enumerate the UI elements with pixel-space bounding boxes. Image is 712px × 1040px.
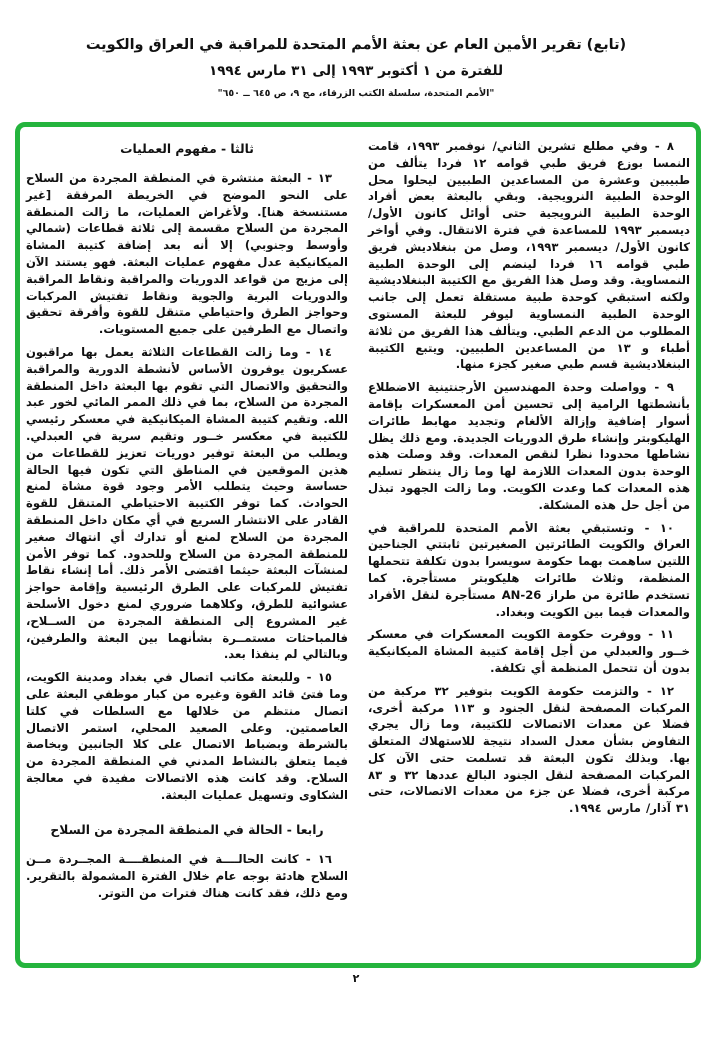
column-left xyxy=(26,138,348,950)
paragraph-10: ١٠ - وتستبقي بعثة الأمم المتحدة للمراقبة في العراق والكويت الطائرتين الصغيرتين ثابتتي الجناحين اللتين ساهمت بهما حكومة سويسرا بدون تكلفة تتحملها المنظمة، وثلاث طائرات هليكوبتر مستأجرة. كما تستخدم طائرة من طراز AN-26 مستأجرة لنقل الأفراد والمعدات فيما بين الكويت وبغداد. xyxy=(368,520,690,619)
document-title-line1: (تابع) تقرير الأمين العام عن بعثة الأمم المتحدة للمراقبة في العراق والكويت xyxy=(85,37,627,53)
article-body xyxy=(26,138,690,950)
paragraph-9: ٩ - وواصلت وحدة المهندسين الأرجنتينية الاضطلاع بأنشطتها الرامية إلى تحسين أمن المعسكرات بإقامة أسوار إضافية وإزالة الألغام وتجديد مهابط طائرات الهليكوبتر وإنشاء طرق الدوريات الجديدة. ومع ذلك يظل نشاطها محدودا نظرا لنقص المعدات. وقد وصلت هذه الوحدة بدون المعدات اللازمة لها وما زال ينتظر تسليم هذه المعدات كما وعدت الكويت. وما زالت الجهود تبذل من أجل حل هذه المشكلة. xyxy=(368,380,690,512)
paragraph-8: ٨ - وفي مطلع تشرين الثاني/ نوفمبر ١٩٩٣، قامت النمسا بوزع فريق طبي قوامه ١٢ فردا يتألف من طبيبين وعشرة من المساعدين الطبيين ليحلوا محل الوحدة الطبية النرويجية. وبقي بالبعثة بعض أفراد الوحدة الطبية النرويجية حتى أوائل كانون الأول/ ديسمبر ١٩٩٣ للمساعدة في فترة الانتقال. وفي أواخر كانون الأول/ ديسمبر ١٩٩٣، وصل من بنغلاديش فريق طبي قوامه ١٦ فردا لينضم إلى الوحدة الطبية النمساوية. وقد وصل هذا الفريق مع الكتيبة البنغلاديشية ولكنه استبقي كوحدة طبية مستقلة تعمل إلى جانب الوحدة الطبية النمساوية ليوفر للبعثة المستوى المطلوب من الدعم الطبي. ويتألف هذا الفريق من ثلاثة أطباء و ١٣ من المساعدين الطبيين. ويتبع الكتيبة البنغلاديشية قسم طبي صغير كجزء منها. xyxy=(368,139,691,372)
document-title-line2: للفترة من ١ أكتوبر ١٩٩٣ إلى ٣١ مارس ١٩٩٤ xyxy=(208,63,504,80)
paragraph-16: ١٦ - كانت الحالــــة في المنطقــــة المجــردة مــن السلاح هادئة بوجه عام خلال الفترة المشمولة بالتقرير. ومع ذلك، فقد كانت هناك فترات من التوتر. xyxy=(26,852,348,901)
section-heading-three: ثالثا - مفهوم العمليات xyxy=(120,142,254,156)
page-number: ٢ xyxy=(352,972,360,985)
paragraph-11: ١١ - ووفرت حكومة الكويت المعسكرات في معسكر خــور والعبدلي من أجل إقامة كتيبة المشاة الميكانيكية بدون أن تتحمل المنظمة أي تكلفة. xyxy=(368,627,690,675)
section-heading-four: رابعا - الحالة في المنطقة المجردة من السلاح xyxy=(50,823,324,838)
paragraph-15: ١٥ - وللبعثة مكاتب اتصال في بغداد ومدينة الكويت، وما فتئ قائد القوة وغيره من كبار موظفي البعثة على اتصال منتظم من خلالها مع السلطات في كلتا العاصمتين. وعلى الصعيد المحلي، استمر الاتصال بالشرطة وبضباط الاتصال على كلا الجانبين وبخاصة فيما يتعلق بالنشاط المدني في المنطقة المجردة من السلاح. وقد كانت هذه الاتصالات مفيدة في معالجة الشكاوى وتسهيل عمليات البعثة. xyxy=(26,670,348,802)
paragraph-12: ١٢ - والتزمت حكومة الكويت بتوفير ٣٢ مركبة من المركبات المصفحة لنقل الجنود و ١١٣ مركبة أخرى، فضلا عن معدات الاتصالات للكتيبة، وما زال يجري التفاوض بشأن معدل السداد نتيجة للاستهلاك المتعلق بها. وبذلك تكون البعثة قد تسلمت حتى الآن كل المركبات المصفحة لنقل الجنود البالغ عددها ٣٢ و ٨٣ مركبة أخرى، فضلا عن جزء من معدات الاتصالات، حتى ٣١ آذار/ مارس ١٩٩٤. xyxy=(368,683,691,816)
source-citation: "الأمم المتحدة، سلسلة الكتب الزرقاء، مج ٩، ص ٦٤٥ ــ ٦٥٠" xyxy=(217,88,495,100)
paragraph-14: ١٤ - وما زالت القطاعات الثلاثة يعمل بها مراقبون عسكريون يوفرون الأساس لأنشطة الدورية والمراقبة والتحقيق والاتصال التي تقوم بها البعثة داخل المنطقة المجردة من السلاح، بما في ذلك الممر المائي لخور عبد الله. وتقيم كتيبة المشاة الميكانيكية في معسكر رئيسي للكتيبة في معكسر خــور وتقيم سرية في العبدلي. ويطلب من البعثة توفير دوريات تعزيز للقطاعات من هذين الموقعين في المناطق التي تكون فيها الحالة حساسة وحيث يتطلب الأمر وجود قوة مشاة لمنع الحوادث. كما توفر الكتيبة الاحتياطي المتنقل للقوة القادر على الانتشار السريع في أي مكان داخل المنطقة المجردة من السلاح لمنع أو تدارك أي انتهاك صغير للمنطقة المجردة من السلاح وللحدود. كما توفر الأمن لمنشآت البعثة حيثما اقتضى الأمر ذلك. أما إنشاء نقاط تفتيش للمركبات على الطرق الرئيسية وإقامة حواجز عشوائية للطرق، وكلاهما ضروري لمنع دخول الأسلحة غير المشروع إلى المنطقة المجردة من الســلاح، فالمباحثات مستمــرة بشأنهما بين البعثة والطرفين، وبالتالي لم ينفذا بعد. xyxy=(26,344,348,662)
paragraph-13: ١٣ - البعثة منتشرة في المنطقة المجردة من السلاح على النحو الموضح في الخريطة المرفقة [غير مستنسخة هنا]. ولأغراض العمليات، ما زالت المنطقة المجردة من السلاح مقسمة إلى ثلاثة قطاعات (شمالي وأوسط وجنوبي) إلا أنه بعد إضافة كتيبة المشاة الميكانيكية عدل مفهوم عمليات البعثة. فهو يستند الآن إلى مزيج من قواعد الدوريات والمراقبة ونقاط المراقبة والدوريات البرية والجوية ونقاط تفتيش المركبات وحواجز الطرق واحتياطي متنقل للقوة وأفرقة تحقيق واتصال مع الطرفين على جميع المستويات. xyxy=(26,171,348,337)
document-header xyxy=(20,34,692,99)
column-right xyxy=(368,138,690,950)
